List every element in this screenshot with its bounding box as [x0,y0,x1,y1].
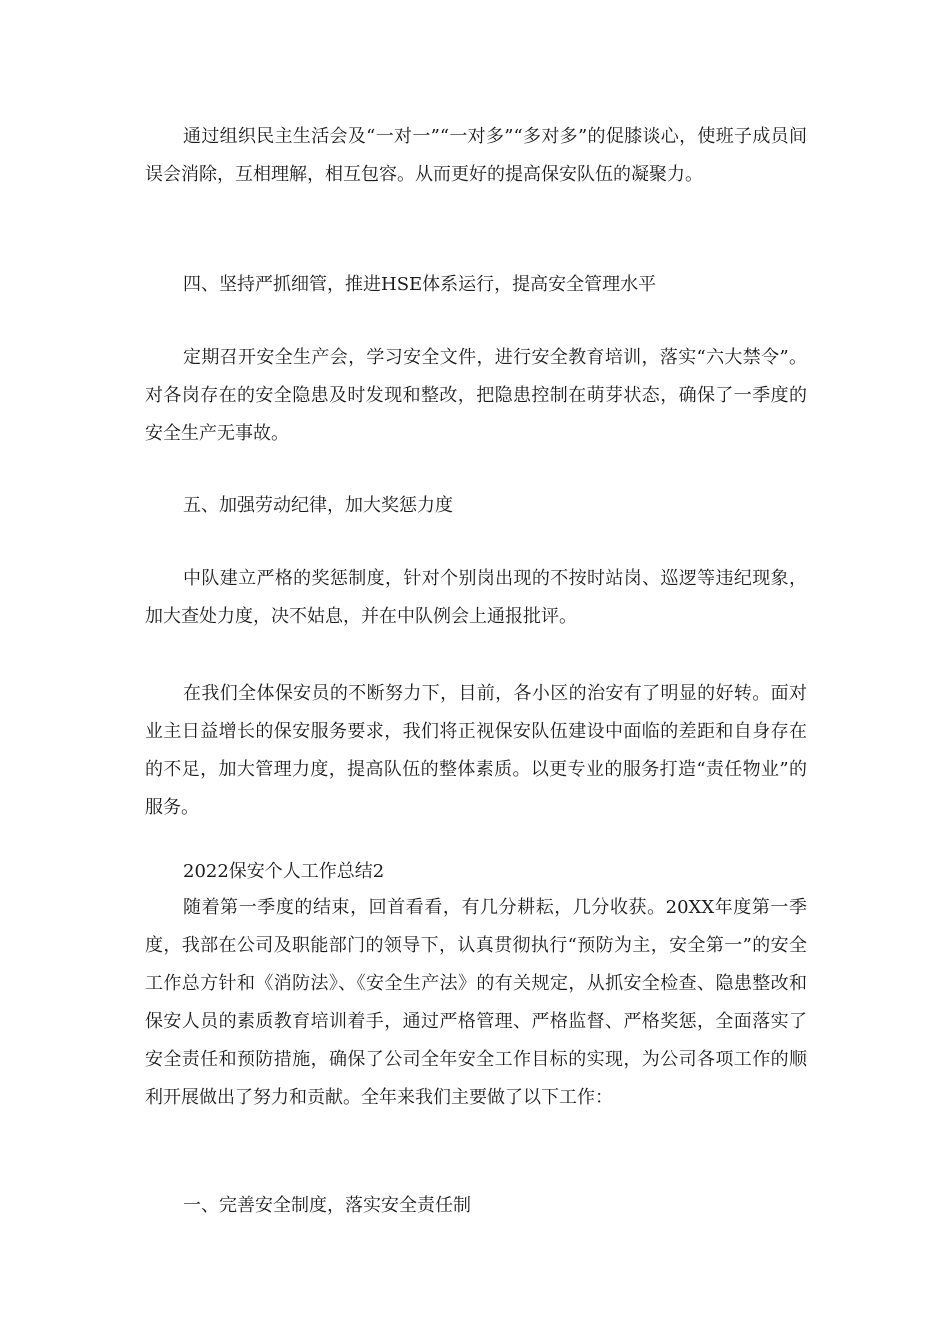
section-heading-one: 一、完善安全制度，落实安全责任制 [183,1195,471,1216]
paragraph-heart-to-heart-talks: 通过组织民主生活会及“一对一”“一对多”“多对多”的促膝谈心，使班子成员间误会消除，互相理解，相互包容。从而更好的提高保安队伍的凝聚力。 [145,126,807,185]
paragraph-first-quarter-summary: 随着第一季度的结束，回首看看，有几分耕耘，几分收获。20XX年度第一季度，我部在公司及职能部门的领导下，认真贯彻执行“预防为主，安全第一”的安全工作总方针和《消防法》、《安全生产法》的有关规定，从抓安全检查、隐患整改和保安人员的素质教育培训着手，通过严格管理、严格监督、严格奖惩，全面落实了安全责任和预防措施，确保了公司全年安全工作目标的实现，为公司各项工作的顺利开展做出了努力和贡献。全年来我们主要做了以下工作： [145,897,807,1108]
section-heading-five: 五、加强劳动纪律，加大奖惩力度 [183,495,453,516]
paragraph-reward-punishment: 中队建立严格的奖惩制度，针对个别岗出现的不按时站岗、巡逻等违纪现象，加大查处力度，决不姑息，并在中队例会上通报批评。 [145,568,807,627]
document-subtitle: 2022保安个人工作总结2 [183,861,385,882]
section-heading-four: 四、坚持严抓细管，推进HSE体系运行，提高安全管理水平 [183,274,657,295]
paragraph-conclusion: 在我们全体保安员的不断努力下，目前，各小区的治安有了明显的好转。面对业主日益增长的保安服务要求，我们将正视保安队伍建设中面临的差距和自身存在的不足，加大管理力度，提高队伍的整体素质。以更专业的服务打造“责任物业”的服务。 [145,683,807,818]
paragraph-safety-meetings: 定期召开安全生产会，学习安全文件，进行安全教育培训，落实“六大禁令”。对各岗存在的安全隐患及时发现和整改，把隐患控制在萌芽状态，确保了一季度的安全生产无事故。 [145,347,807,444]
